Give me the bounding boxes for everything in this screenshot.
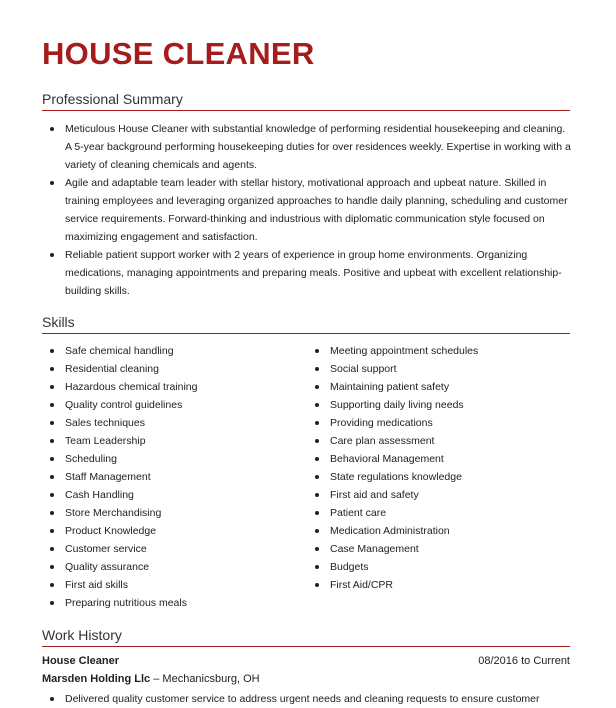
skill-item: Product Knowledge (50, 522, 300, 540)
skill-item: Customer service (50, 540, 300, 558)
skill-item: Preparing nutritious meals (50, 594, 300, 612)
skill-item: Quality control guidelines (50, 396, 300, 414)
skill-item: Social support (315, 360, 565, 378)
skill-item: Budgets (315, 558, 565, 576)
skill-item: Scheduling (50, 450, 300, 468)
skill-item: Supporting daily living needs (315, 396, 565, 414)
skill-item: Safe chemical handling (50, 342, 300, 360)
summary-heading: Professional Summary (42, 91, 183, 107)
summary-item: Reliable patient support worker with 2 years of experience in group home environments. Organizing medications, managing appointments and preparing meals. Positive and upbeat with excellent relationship-building skills. (50, 246, 572, 300)
skill-item: First Aid/CPR (315, 576, 565, 594)
skill-item: Residential cleaning (50, 360, 300, 378)
work-history-heading: Work History (42, 627, 122, 643)
summary-item: Agile and adaptable team leader with stellar history, motivational approach and upbeat nature. Skilled in training employees and leveraging organized approaches to handle daily planning, scheduling and customer service requirements. Forward-thinking and industrious with diplomatic communication style focused on maximizing engagement and satisfaction. (50, 174, 572, 246)
skills-divider (42, 333, 570, 334)
skill-item: Providing medications (315, 414, 565, 432)
skill-item: Store Merchandising (50, 504, 300, 522)
skill-item: Behavioral Management (315, 450, 565, 468)
work-history-divider (42, 646, 570, 647)
skill-item: Care plan assessment (315, 432, 565, 450)
job-duties (50, 690, 572, 708)
skills-left-column (50, 342, 300, 612)
resume-title: HOUSE CLEANER (42, 36, 315, 71)
skill-item: Hazardous chemical training (50, 378, 300, 396)
skill-item: Team Leadership (50, 432, 300, 450)
job-company-line (42, 673, 260, 685)
skill-item: First aid and safety (315, 486, 565, 504)
job-duty-item: Delivered quality customer service to address urgent needs and cleaning requests to ensure customer (50, 690, 572, 708)
job-dates: 08/2016 to Current (478, 655, 570, 667)
skill-item: Case Management (315, 540, 565, 558)
skill-item: Sales techniques (50, 414, 300, 432)
skill-item: Patient care (315, 504, 565, 522)
skill-item: Staff Management (50, 468, 300, 486)
skill-item: Quality assurance (50, 558, 300, 576)
job-company: Marsden Holding Llc (42, 673, 151, 685)
job-title: House Cleaner (42, 655, 120, 667)
skill-item: Medication Administration (315, 522, 565, 540)
skill-item: Maintaining patient safety (315, 378, 565, 396)
summary-list (50, 120, 572, 300)
skill-item: First aid skills (50, 576, 300, 594)
skill-item: State regulations knowledge (315, 468, 565, 486)
job-location: – Mechanicsburg, OH (150, 673, 260, 685)
skills-heading: Skills (42, 314, 75, 330)
skill-item: Meeting appointment schedules (315, 342, 565, 360)
summary-item: Meticulous House Cleaner with substantial knowledge of performing residential housekeeping and cleaning. A 5-year background performing housekeeping duties for over residences weekly. Expertise in working with a variety of cleaning chemicals and agents. (50, 120, 572, 174)
summary-divider (42, 110, 570, 111)
skills-right-column (315, 342, 565, 594)
skill-item: Cash Handling (50, 486, 300, 504)
